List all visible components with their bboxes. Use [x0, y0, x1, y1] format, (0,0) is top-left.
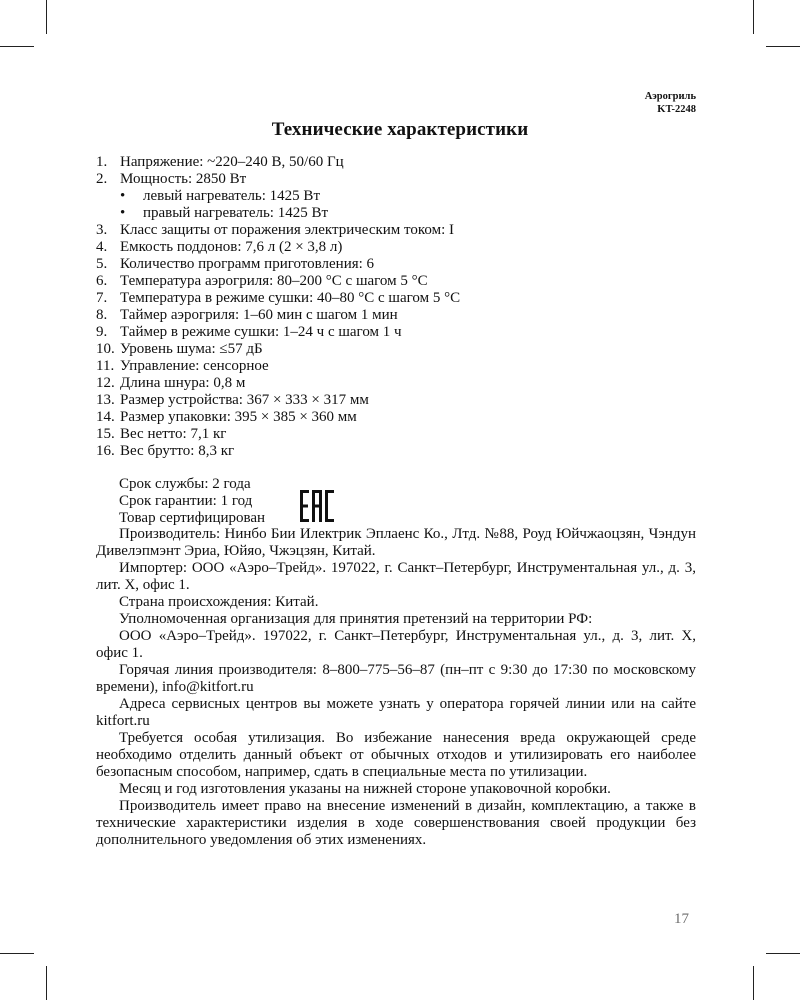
manufacture-date-note: Месяц и год изготовления указаны на нижней стороне упаковочной коробки.	[119, 781, 611, 797]
changes-disclaimer: Производитель имеет право на внесение изменений в дизайн, комплектацию, а также в технические характеристики изделия в ходе совершенствования своей продукции без дополнительного уведомления об этих изменениях.	[96, 798, 696, 848]
spec-number: 6.	[96, 273, 108, 289]
spec-item	[96, 341, 696, 358]
crop-mark	[0, 953, 34, 954]
authorized-organization: Уполномоченная организация для принятия претензий на территории РФ:	[119, 611, 593, 627]
crop-mark	[0, 46, 34, 47]
spec-subitem	[96, 205, 696, 222]
service-info	[119, 476, 265, 527]
spec-number: 13.	[96, 392, 115, 408]
bullet-icon: •	[120, 188, 126, 204]
spec-text: Таймер в режиме сушки: 1–24 ч с шагом 1 ч	[120, 324, 402, 340]
spec-item	[96, 409, 696, 426]
spec-text: Управление: сенсорное	[120, 358, 269, 374]
spec-list	[96, 154, 696, 460]
spec-subitem-text: левый нагреватель: 1425 Вт	[143, 188, 320, 204]
spec-number: 7.	[96, 290, 108, 306]
spec-number: 8.	[96, 307, 108, 323]
spec-item	[96, 273, 696, 290]
spec-text: Количество программ приготовления: 6	[120, 256, 375, 272]
manufacturer: Производитель: Нинбо Бии Илектрик Эплаенс Ко., Лтд. №88, Роуд Юйчжаоцзян, Чэндун Дивелэпмэнт Эриа, Юйяо, Чжэцзян, Китай.	[96, 526, 696, 559]
spec-text: Длина шнура: 0,8 м	[120, 375, 246, 391]
crop-mark	[753, 0, 754, 34]
bullet-icon: •	[120, 205, 126, 221]
spec-number: 16.	[96, 443, 115, 459]
spec-text: Напряжение: ~220–240 В, 50/60 Гц	[120, 154, 344, 170]
product-name: Аэрогриль	[644, 91, 696, 102]
spec-text: Уровень шума: ≤57 дБ	[120, 341, 263, 357]
spec-number: 5.	[96, 256, 108, 272]
crop-mark	[766, 46, 800, 47]
spec-item	[96, 154, 696, 171]
spec-text: Мощность: 2850 Вт	[120, 171, 247, 187]
spec-item	[96, 375, 696, 392]
spec-text: Класс защиты от поражения электрическим током: I	[120, 222, 455, 238]
spec-text: Температура аэрогриля: 80–200 °C с шагом 5 °C	[120, 273, 428, 289]
spec-text: Вес нетто: 7,1 кг	[120, 426, 227, 442]
spec-text: Вес брутто: 8,3 кг	[120, 443, 235, 459]
spec-item	[96, 222, 696, 239]
disposal-note: Требуется особая утилизация. Во избежание нанесения вреда окружающей среде необходимо отделить данный объект от обычных отходов и утилизировать его наиболее безопасным способом, например, сдать в специальные места по утилизации.	[96, 730, 696, 780]
spec-item	[96, 392, 696, 409]
spec-number: 1.	[96, 154, 108, 170]
spec-number: 15.	[96, 426, 115, 442]
spec-text: Емкость поддонов: 7,6 л (2 × 3,8 л)	[120, 239, 343, 255]
spec-item	[96, 256, 696, 273]
page-title: Технические характеристики	[271, 119, 529, 140]
spec-subitem	[96, 188, 696, 205]
manufacturer-info	[96, 526, 696, 849]
service-life: Срок службы: 2 года	[119, 476, 251, 492]
warranty-period: Срок гарантии: 1 год	[119, 493, 253, 509]
spec-item	[96, 239, 696, 256]
crop-mark	[46, 966, 47, 1000]
crop-mark	[766, 953, 800, 954]
spec-text: Таймер аэрогриля: 1–60 мин с шагом 1 мин	[120, 307, 398, 323]
spec-item	[96, 171, 696, 188]
importer: Импортер: ООО «Аэро–Трейд». 197022, г. Санкт–Петербург, Инструментальная ул., д. 3, лит. Х, офис 1.	[96, 560, 696, 593]
spec-number: 3.	[96, 222, 108, 238]
spec-number: 10.	[96, 341, 115, 357]
spec-item	[96, 358, 696, 375]
crop-mark	[46, 0, 47, 34]
spec-number: 12.	[96, 375, 115, 391]
country-of-origin: Страна происхождения: Китай.	[119, 594, 319, 610]
hotline: Горячая линия производителя: 8–800–775–56–87 (пн–пт с 9:30 до 17:30 по московскому времени), info@kitfort.ru	[96, 662, 696, 695]
spec-number: 11.	[96, 358, 115, 374]
spec-text: Размер упаковки: 395 × 385 × 360 мм	[120, 409, 357, 425]
service-centers: Адреса сервисных центров вы можете узнать у оператора горячей линии или на сайте kitfort.ru	[96, 696, 696, 729]
spec-number: 4.	[96, 239, 108, 255]
certification-note: Товар сертифицирован	[119, 510, 266, 526]
spec-number: 14.	[96, 409, 115, 425]
spec-item	[96, 443, 696, 460]
spec-item	[96, 324, 696, 341]
spec-item	[96, 290, 696, 307]
crop-mark	[753, 966, 754, 1000]
page-number: 17	[674, 911, 689, 927]
spec-subitem-text: правый нагреватель: 1425 Вт	[143, 205, 329, 221]
spec-text: Температура в режиме сушки: 40–80 °C с шагом 5 °C	[120, 290, 461, 306]
spec-text: Размер устройства: 367 × 333 × 317 мм	[120, 392, 369, 408]
spec-item	[96, 307, 696, 324]
authorized-organization-address: ООО «Аэро–Трейд». 197022, г. Санкт–Петербург, Инструментальная ул., д. 3, лит. Х, офис 1.	[96, 628, 696, 661]
product-model: KT-2248	[657, 104, 696, 115]
running-header	[645, 90, 696, 116]
spec-number: 9.	[96, 324, 108, 340]
eac-mark-icon	[300, 490, 334, 522]
spec-number: 2.	[96, 171, 108, 187]
spec-item	[96, 426, 696, 443]
